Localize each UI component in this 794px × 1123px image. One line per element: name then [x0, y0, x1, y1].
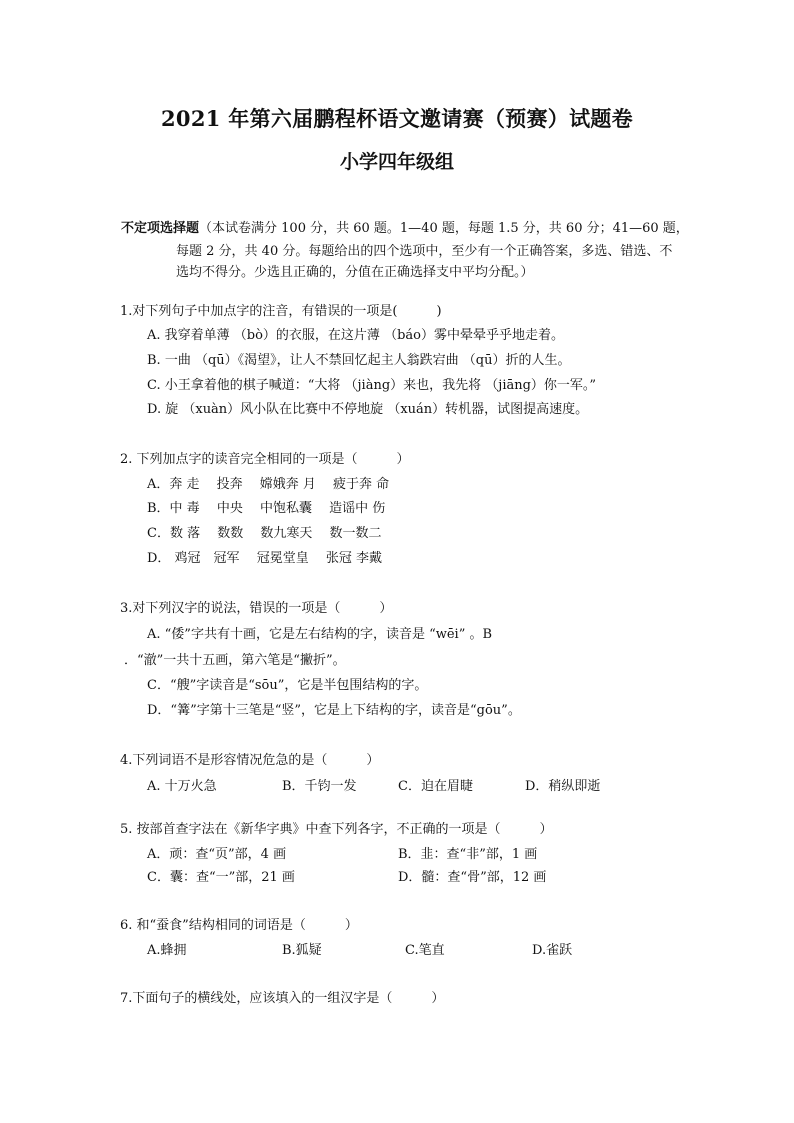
question-5-stem: 5. 按部首查字法在《新华字典》中查下列各字，不正确的一项是（ ）: [120, 822, 553, 837]
question-1-option-a: A. 我穿着单薄 （bò）的衣服，在这片薄 （báo）雾中晕晕乎乎地走着。: [147, 328, 564, 343]
question-4-option-d: D．稍纵即逝: [525, 779, 601, 794]
question-2-option-d: D． 鸡冠 冠军 冠冕堂皇 张冠 李戴: [147, 551, 382, 566]
question-1-option-c: C. 小王拿着他的棋子喊道：“大将 （jiàng）来也，我先将 （jiāng）你一军。”: [147, 378, 597, 393]
question-1-option-d: D. 旋 （xuàn）风小队在比赛中不停地旋 （xuán）转机器，试图提高速度。: [147, 402, 589, 417]
exam-subtitle: 小学四年级组: [339, 151, 454, 173]
section-label: 不定项选择题: [121, 221, 200, 236]
exam-title: 2021 年第六届鹏程杯语文邀请赛（预赛）试题卷: [161, 106, 633, 131]
question-7-stem: 7.下面句子的横线处，应该填入的一组汉字是（ ）: [120, 991, 445, 1006]
question-3-option-d: D．“篝”字第十三笔是“竖”，它是上下结构的字，读音是“gōu”。: [147, 703, 521, 718]
question-3-option-c: C．“艘”字读音是“sōu”，它是半包围结构的字。: [147, 678, 428, 693]
question-4-option-b: B．千钧一发: [282, 779, 357, 794]
question-5-option-c: C．囊：查“一”部，21 画: [147, 870, 295, 885]
instructions-line-2: 每题 2 分，共 40 分。每题给出的四个选项中，至少有一个正确答案，多选、错选、不: [176, 244, 673, 259]
instructions-line-1: [121, 220, 689, 238]
question-3-option-a: A. “倭”字共有十画，它是左右结构的字，读音是 “wēi” 。B: [147, 627, 493, 642]
question-4-stem: 4.下列词语不是形容情况危急的是（ ）: [120, 753, 380, 768]
instructions-text-1: （本试卷满分 100 分，共 60 题。1—40 题，每题 1.5 分，共 60 分；41—60 题，: [199, 221, 689, 236]
question-6-option-c: C.笔直: [405, 943, 445, 958]
question-3-option-b: ．“澈”一共十五画，第六笔是“撇折”。: [124, 653, 346, 668]
question-6-option-b: B.狐疑: [282, 943, 322, 958]
question-6-option-d: D.雀跃: [532, 943, 573, 958]
instructions-line-3: 选均不得分。少选且正确的，分值在正确选择支中平均分配。）: [176, 265, 534, 280]
question-4-option-c: C．迫在眉睫: [398, 779, 473, 794]
question-1-option-b: B. 一曲 （qū）《渴望》，让人不禁回忆起主人翁跌宕曲 （qū）折的人生。: [147, 353, 571, 368]
question-2-option-a: A．奔 走 投奔 嫦娥奔 月 疲于奔 命: [147, 477, 390, 492]
question-2-option-c: C．数 落 数数 数九寒天 数一数二: [147, 526, 382, 541]
question-1-stem: 1.对下列句子中加点字的注音，有错误的一项是( ): [120, 304, 442, 319]
question-3-stem: 3.对下列汉字的说法，错误的一项是（ ）: [120, 601, 393, 616]
question-2-stem: 2. 下列加点字的读音完全相同的一项是（ ）: [120, 452, 410, 467]
question-4-option-a: A. 十万火急: [147, 779, 217, 794]
question-5-option-b: B．韭：查“非”部，1 画: [398, 847, 538, 862]
question-2-option-b: B．中 毒 中央 中饱私囊 造谣中 伤: [147, 501, 386, 516]
question-6-option-a: A.蜂拥: [147, 943, 187, 958]
question-6-stem: 6. 和“蚕食”结构相同的词语是（ ）: [120, 918, 358, 933]
question-5-option-d: D．髓：查“骨”部，12 画: [398, 870, 547, 885]
question-5-option-a: A．顽：查“页”部，4 画: [147, 847, 287, 862]
